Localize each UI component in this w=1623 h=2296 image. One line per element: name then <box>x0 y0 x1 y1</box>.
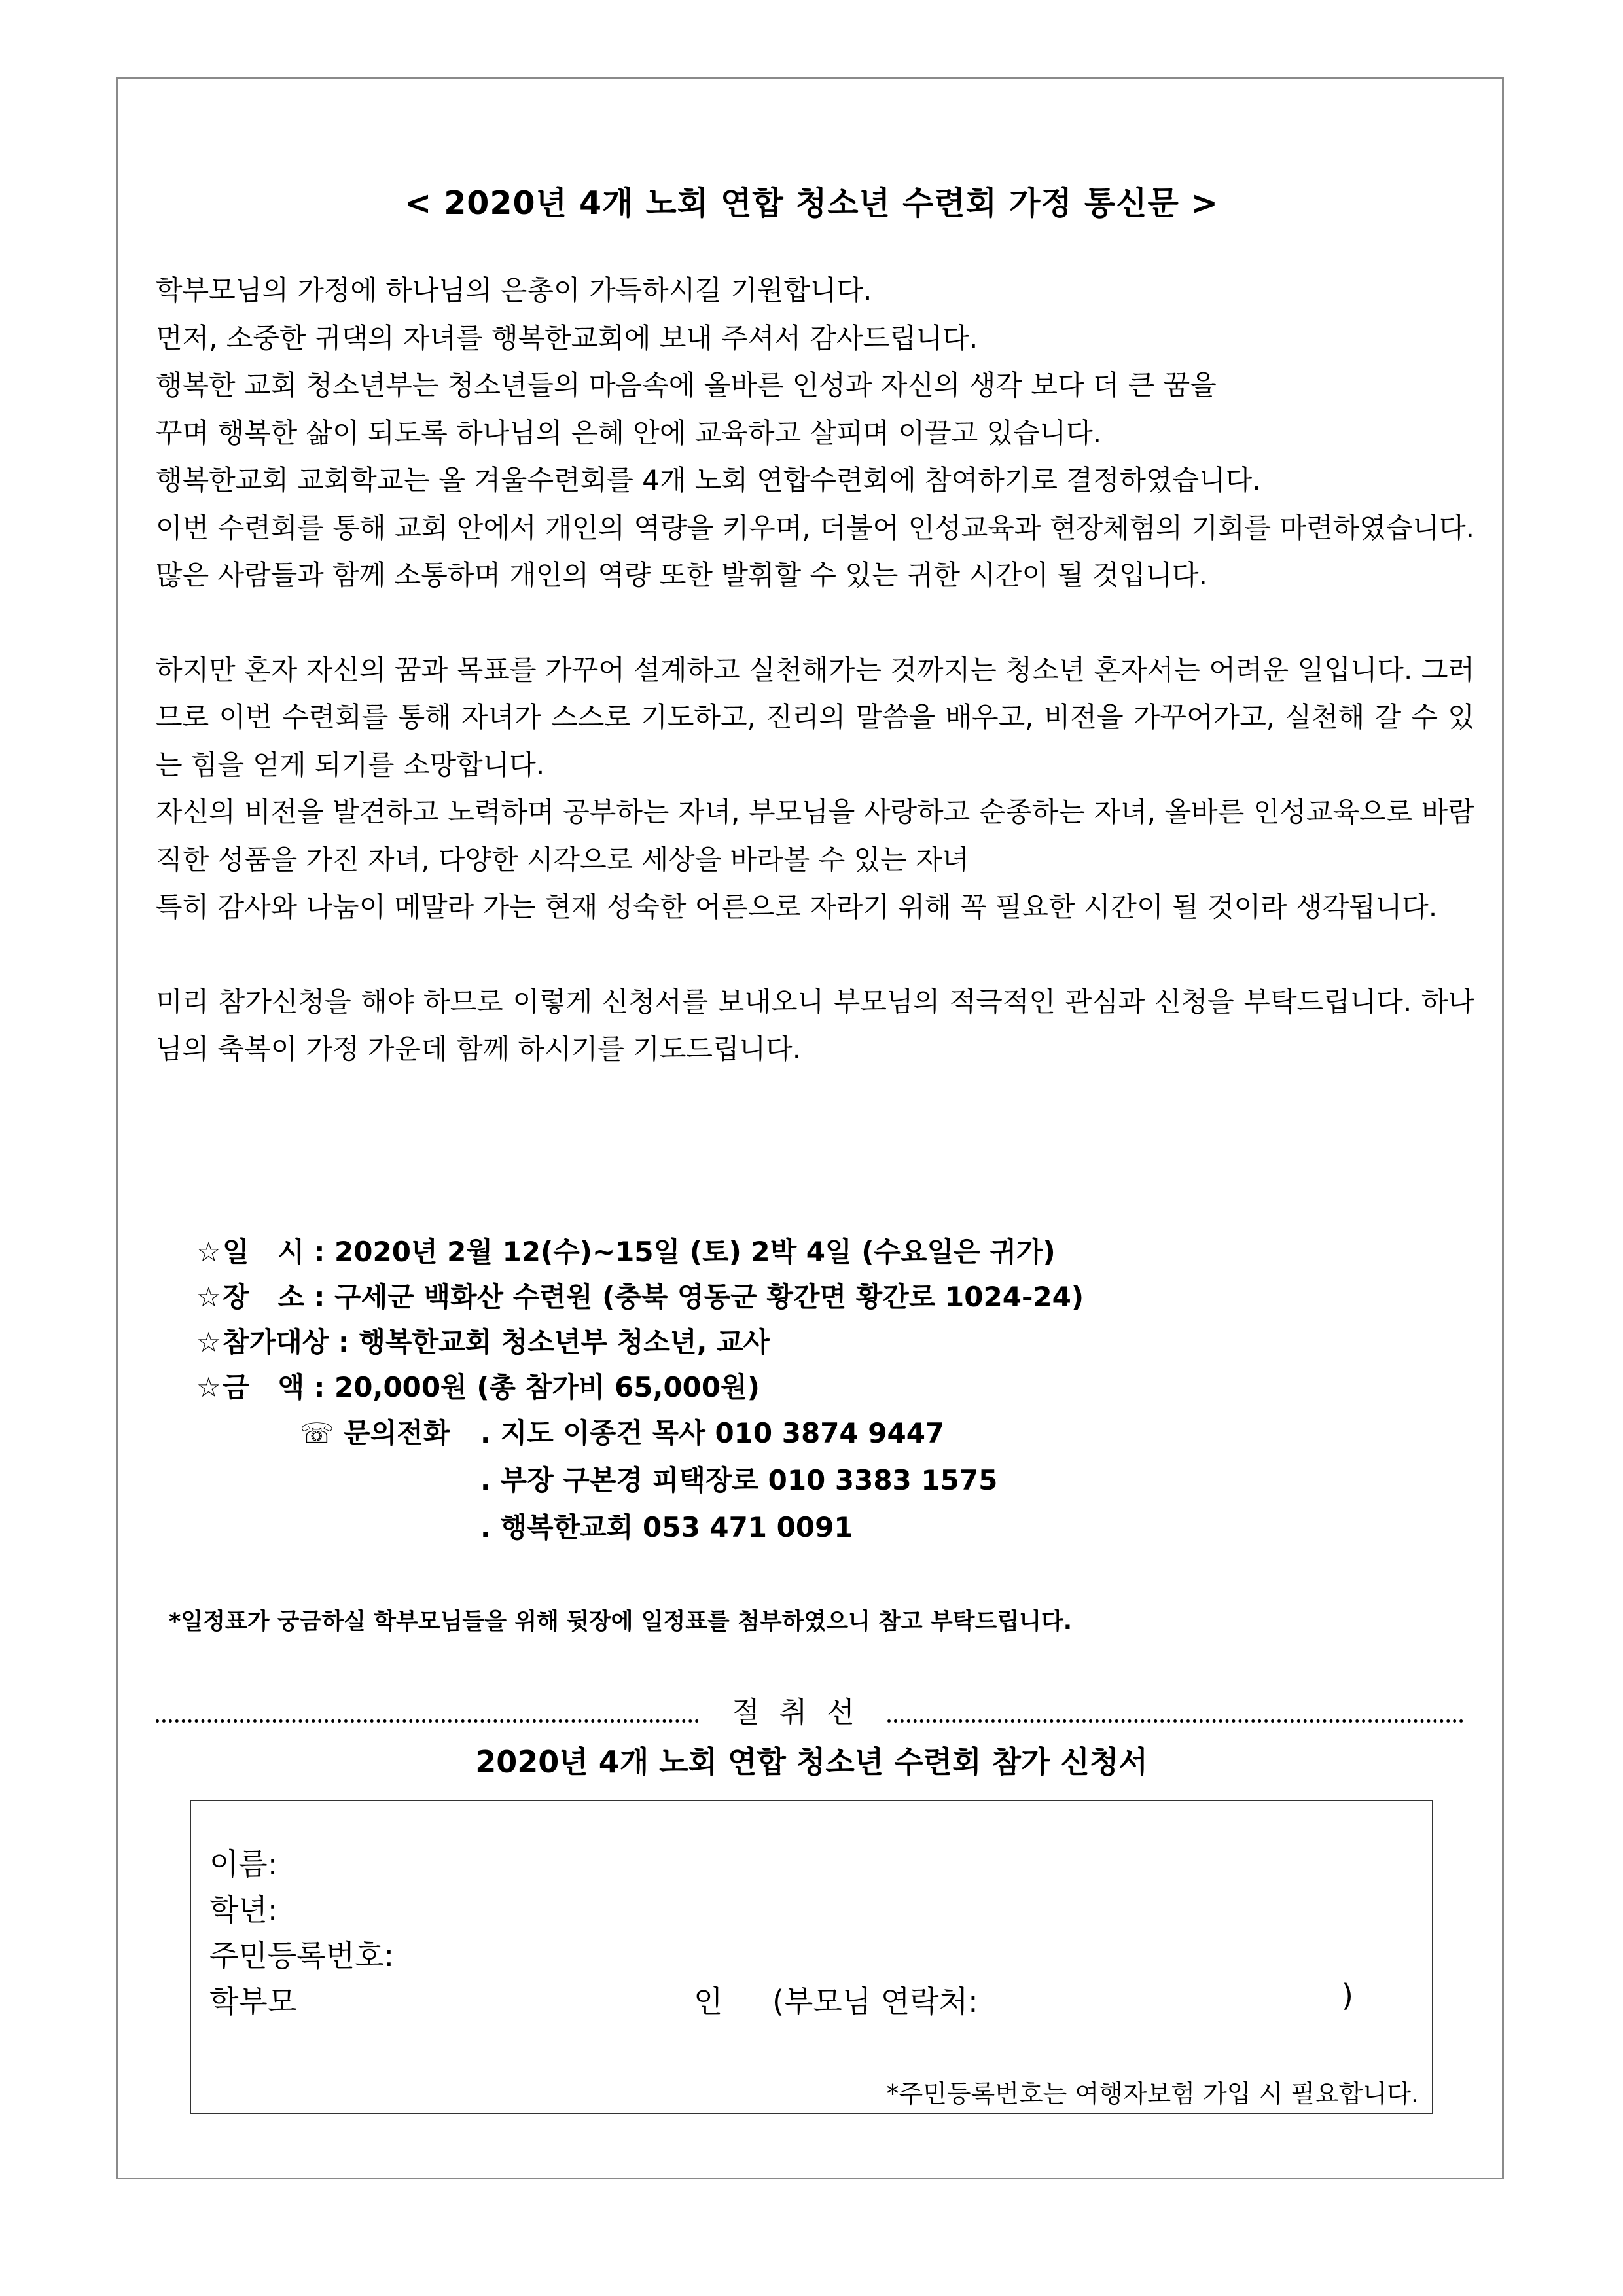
seal-label: 인 <box>694 1984 723 2019</box>
parent-field[interactable]: 학부모 <box>209 1984 297 2019</box>
contact-entry: . 행복한교회 053 471 0091 <box>480 1511 853 1543</box>
contact-entry: . 부장 구본경 피택장로 010 3383 1575 <box>480 1464 998 1496</box>
letter-body <box>156 267 1474 1073</box>
document-title: < 2020년 4개 노회 연합 청소년 수련회 가정 통신문 > <box>404 185 1219 222</box>
contact-row <box>300 1504 997 1551</box>
paragraph: 먼저, 소중한 귀댁의 자녀를 행복한교회에 보내 주셔서 감사드립니다. <box>156 321 978 354</box>
contact-list <box>300 1410 997 1551</box>
event-details <box>196 1229 1084 1410</box>
paragraph: 특히 감사와 나눔이 메말라 가는 현재 성숙한 어른으로 자라기 위해 꼭 필요한 시간이 될 것이라 생각됩니다. <box>156 891 1438 923</box>
paragraph: 행복한교회 교회학교는 올 겨울수련회를 4개 노회 연합수련회에 참여하기로 결정하였습니다. <box>156 464 1261 496</box>
parent-contact-field[interactable]: (부모님 연락처: <box>772 1984 978 2019</box>
paragraph: 행복한 교회 청소년부는 청소년들의 마음속에 올바른 인성과 자신의 생각 보다 더 큰 꿈을 <box>156 369 1217 401</box>
star-icon: ☆ <box>196 1371 221 1403</box>
close-paren: ) <box>1342 1978 1353 2013</box>
name-field[interactable]: 이름: <box>209 1846 278 1882</box>
paragraph: 자신의 비전을 발견하고 노력하며 공부하는 자녀, 부모님을 사랑하고 순종하는 자녀, 올바른 인성교육으로 바람직한 성품을 가진 자녀, 다양한 시각으로 세상을 바라볼 수 있는 자녀 <box>156 796 1474 876</box>
form-title: 2020년 4개 노회 연합 청소년 수련회 참가 신청서 <box>475 1744 1148 1780</box>
contact-row <box>300 1457 997 1504</box>
contact-label-text: 문의전화 <box>344 1417 450 1449</box>
form-footnote: *주민등록번호는 여행자보험 가입 시 필요합니다. <box>886 2079 1419 2108</box>
star-icon: ☆ <box>196 1236 221 1268</box>
detail-label: 장 소 : <box>223 1281 325 1313</box>
paragraph: 꾸며 행복한 삶이 되도록 하나님의 은혜 안에 교육하고 살피며 이끌고 있습니다. <box>156 416 1102 449</box>
detail-label: 금 액 : <box>223 1371 325 1403</box>
detail-value: 행복한교회 청소년부 청소년, 교사 <box>349 1326 770 1358</box>
detail-label: 일 시 : <box>223 1236 325 1268</box>
paragraph: 하지만 혼자 자신의 꿈과 목표를 가꾸어 설계하고 실천해가는 것까지는 청소년 혼자서는 어려운 일입니다. 그러므로 이번 수련회를 통해 자녀가 스스로 기도하고, 진리의 말씀을 배우고, 비전을 가꾸어가고, 실천해 갈 수 있는 힘을 얻게 되기를 소망합니다. <box>156 653 1474 781</box>
contact-row <box>300 1410 997 1457</box>
detail-value: 2020년 2월 12(수)~15일 (토) 2박 4일 (수요일은 귀가) <box>325 1236 1056 1268</box>
grade-field[interactable]: 학년: <box>209 1892 278 1928</box>
paragraph: 이번 수련회를 통해 교회 안에서 개인의 역량을 키우며, 더불어 인성교육과 현장체험의 기회를 마련하였습니다. 많은 사람들과 함께 소통하며 개인의 역량 또한 발휘할 수 있는 귀한 시간이 될 것입니다. <box>156 511 1474 591</box>
application-form <box>190 1800 1433 2114</box>
resident-number-field[interactable]: 주민등록번호: <box>209 1938 395 1973</box>
paragraph: 학부모님의 가정에 하나님의 은총이 가득하시길 기원합니다. <box>156 274 872 306</box>
star-icon: ☆ <box>196 1281 221 1313</box>
paragraph: 미리 참가신청을 해야 하므로 이렇게 신청서를 보내오니 부모님의 적극적인 관심과 신청을 부탁드립니다. 하나님의 축복이 가정 가운데 함께 하시기를 기도드립니다. <box>156 985 1474 1065</box>
cut-line-label: 절 취 선 <box>732 1696 860 1729</box>
cut-line-dots-left <box>156 1719 699 1723</box>
contact-entry: . 지도 이종건 목사 010 3874 9447 <box>480 1417 945 1449</box>
detail-value: 20,000원 (총 참가비 65,000원) <box>325 1371 760 1403</box>
cut-line-dots-right <box>887 1719 1463 1723</box>
detail-label: 참가대상 : <box>223 1326 349 1358</box>
detail-row-fee <box>196 1365 1084 1410</box>
cut-line <box>156 1689 1465 1728</box>
detail-row-date <box>196 1229 1084 1274</box>
detail-row-participants <box>196 1319 1084 1365</box>
detail-value: 구세군 백화산 수련원 (충북 영동군 황간면 황간로 1024-24) <box>325 1281 1084 1313</box>
detail-row-place <box>196 1274 1084 1319</box>
star-icon: ☆ <box>196 1326 221 1358</box>
phone-icon: ☏ <box>300 1417 334 1449</box>
schedule-note: *일정표가 궁금하실 학부모님들을 위해 뒷장에 일정표를 첨부하였으니 참고 부탁드립니다. <box>169 1609 1073 1635</box>
contact-label <box>300 1410 480 1457</box>
